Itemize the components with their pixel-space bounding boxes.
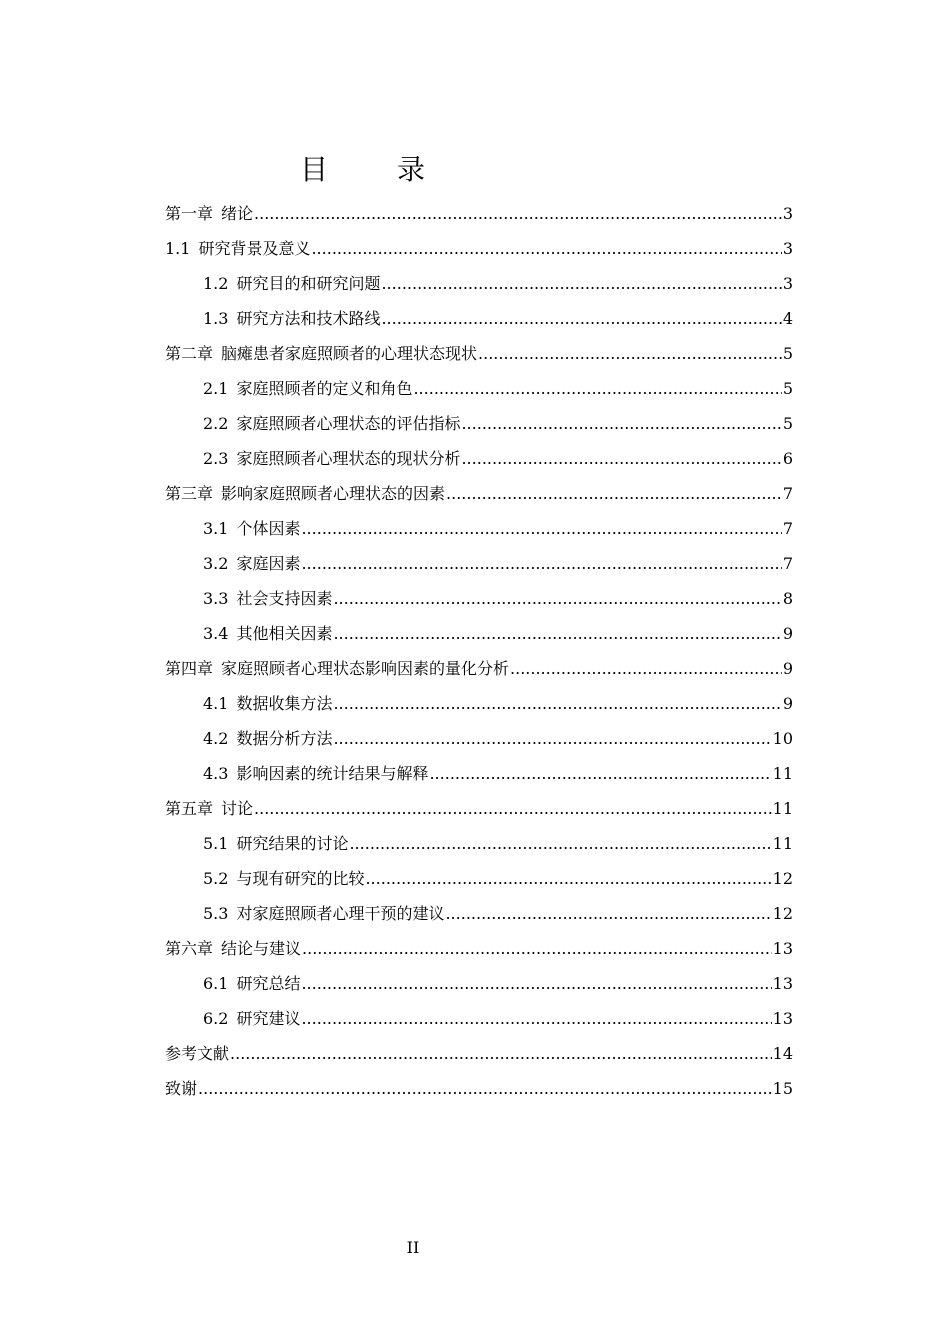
toc-dot-leader bbox=[198, 1071, 772, 1106]
toc-entry[interactable] bbox=[165, 651, 793, 686]
toc-entry-number: 3.3 bbox=[203, 589, 229, 608]
toc-entry[interactable] bbox=[165, 826, 793, 861]
toc-entry[interactable] bbox=[165, 896, 793, 931]
toc-entry[interactable] bbox=[165, 966, 793, 1001]
toc-dot-leader bbox=[333, 581, 781, 616]
toc-entry-label: 其他相关因素 bbox=[236, 624, 333, 643]
toc-entry-page: 9 bbox=[782, 694, 793, 713]
toc-entry[interactable] bbox=[165, 1001, 793, 1036]
toc-entry-number: 4.3 bbox=[203, 764, 229, 783]
toc-entry-page: 8 bbox=[782, 589, 793, 608]
toc-entry-label: 家庭照顾者的定义和角色 bbox=[236, 379, 413, 398]
toc-entry-number: 第二章 bbox=[165, 344, 214, 363]
toc-entry-label: 结论与建议 bbox=[221, 939, 302, 958]
toc-entry-number: 1.3 bbox=[203, 309, 229, 328]
toc-entry-label: 影响因素的统计结果与解释 bbox=[236, 764, 429, 783]
toc-entry-number: 2.2 bbox=[203, 414, 229, 433]
toc-entry-label: 影响家庭照顾者心理状态的因素 bbox=[221, 484, 446, 503]
toc-entry-label: 绪论 bbox=[221, 204, 254, 223]
toc-entry-label: 个体因素 bbox=[236, 519, 301, 538]
toc-entry-label: 研究目的和研究问题 bbox=[236, 274, 381, 293]
toc-entry-page: 5 bbox=[782, 379, 793, 398]
toc-entry[interactable] bbox=[165, 231, 793, 266]
toc-entry-number: 3.4 bbox=[203, 624, 229, 643]
toc-entry-page: 11 bbox=[772, 799, 793, 818]
toc-entry[interactable] bbox=[165, 861, 793, 896]
toc-list bbox=[165, 196, 793, 1106]
toc-entry-label: 脑瘫患者家庭照顾者的心理状态现状 bbox=[221, 344, 478, 363]
toc-entry[interactable] bbox=[165, 686, 793, 721]
toc-entry[interactable] bbox=[165, 1071, 793, 1106]
toc-entry-number: 5.3 bbox=[203, 904, 229, 923]
toc-dot-leader bbox=[333, 721, 771, 756]
toc-entry[interactable] bbox=[165, 616, 793, 651]
toc-dot-leader bbox=[301, 966, 771, 1001]
toc-entry[interactable] bbox=[165, 1036, 793, 1071]
toc-entry[interactable] bbox=[165, 266, 793, 301]
toc-entry-page: 13 bbox=[772, 974, 793, 993]
toc-entry-page: 6 bbox=[782, 449, 793, 468]
toc-dot-leader bbox=[445, 896, 771, 931]
toc-entry[interactable] bbox=[165, 336, 793, 371]
toc-entry-label: 数据分析方法 bbox=[236, 729, 333, 748]
toc-entry-number: 第三章 bbox=[165, 484, 214, 503]
toc-entry-page: 5 bbox=[782, 344, 793, 363]
toc-entry-label: 社会支持因素 bbox=[236, 589, 333, 608]
toc-dot-leader bbox=[301, 546, 781, 581]
toc-entry-label: 致谢 bbox=[165, 1079, 198, 1098]
toc-entry-page: 9 bbox=[782, 624, 793, 643]
toc-entry-number: 5.2 bbox=[203, 869, 229, 888]
toc-dot-leader bbox=[413, 371, 781, 406]
toc-title-char: 录 bbox=[396, 153, 425, 186]
toc-entry-label: 家庭照顾者心理状态的现状分析 bbox=[236, 449, 461, 468]
toc-title bbox=[300, 150, 425, 190]
toc-entry-label: 家庭照顾者心理状态的评估指标 bbox=[236, 414, 461, 433]
toc-entry-number: 第一章 bbox=[165, 204, 214, 223]
toc-entry-page: 7 bbox=[782, 519, 793, 538]
toc-entry[interactable] bbox=[165, 476, 793, 511]
page-number: II bbox=[406, 1238, 420, 1257]
toc-entry-page: 15 bbox=[772, 1079, 793, 1098]
toc-entry-label: 家庭因素 bbox=[236, 554, 301, 573]
toc-entry-page: 5 bbox=[782, 414, 793, 433]
toc-dot-leader bbox=[510, 651, 782, 686]
toc-dot-leader bbox=[254, 196, 782, 231]
toc-entry-number: 4.2 bbox=[203, 729, 229, 748]
toc-entry-label: 数据收集方法 bbox=[236, 694, 333, 713]
toc-entry-number: 6.1 bbox=[203, 974, 229, 993]
toc-entry-page: 13 bbox=[772, 939, 793, 958]
toc-entry-page: 3 bbox=[782, 239, 793, 258]
toc-entry-label: 研究背景及意义 bbox=[198, 239, 311, 258]
toc-entry-page: 7 bbox=[782, 554, 793, 573]
toc-dot-leader bbox=[254, 791, 772, 826]
toc-dot-leader bbox=[461, 406, 781, 441]
toc-dot-leader bbox=[311, 231, 781, 266]
toc-dot-leader bbox=[365, 861, 771, 896]
toc-entry-label: 参考文献 bbox=[165, 1044, 230, 1063]
toc-dot-leader bbox=[230, 1036, 772, 1071]
toc-entry-page: 3 bbox=[782, 204, 793, 223]
toc-entry-number: 2.3 bbox=[203, 449, 229, 468]
toc-entry[interactable] bbox=[165, 441, 793, 476]
toc-dot-leader bbox=[461, 441, 781, 476]
toc-entry-page: 12 bbox=[772, 904, 793, 923]
toc-entry-label: 对家庭照顾者心理干预的建议 bbox=[236, 904, 445, 923]
toc-entry-page: 9 bbox=[782, 659, 793, 678]
toc-entry-number: 1.2 bbox=[203, 274, 229, 293]
toc-entry-page: 11 bbox=[772, 834, 793, 853]
toc-entry-number: 第五章 bbox=[165, 799, 214, 818]
toc-entry-label: 与现有研究的比较 bbox=[236, 869, 365, 888]
toc-entry[interactable] bbox=[165, 371, 793, 406]
toc-dot-leader bbox=[301, 511, 781, 546]
toc-entry[interactable] bbox=[165, 756, 793, 791]
toc-entry-page: 7 bbox=[782, 484, 793, 503]
toc-entry-label: 讨论 bbox=[221, 799, 254, 818]
toc-entry-label: 家庭照顾者心理状态影响因素的量化分析 bbox=[221, 659, 510, 678]
toc-dot-leader bbox=[333, 616, 781, 651]
toc-entry-page: 4 bbox=[782, 309, 793, 328]
toc-title-char: 目 bbox=[300, 153, 329, 186]
toc-entry-number: 第六章 bbox=[165, 939, 214, 958]
toc-entry-page: 11 bbox=[772, 764, 793, 783]
toc-entry[interactable] bbox=[165, 406, 793, 441]
toc-entry-number: 4.1 bbox=[203, 694, 229, 713]
toc-dot-leader bbox=[381, 266, 781, 301]
toc-entry-page: 13 bbox=[772, 1009, 793, 1028]
toc-entry-page: 3 bbox=[782, 274, 793, 293]
toc-entry-number: 6.2 bbox=[203, 1009, 229, 1028]
toc-entry[interactable] bbox=[165, 581, 793, 616]
toc-entry[interactable] bbox=[165, 791, 793, 826]
toc-entry-number: 3.2 bbox=[203, 554, 229, 573]
toc-dot-leader bbox=[333, 686, 781, 721]
toc-entry-page: 14 bbox=[772, 1044, 793, 1063]
toc-dot-leader bbox=[301, 1001, 771, 1036]
toc-entry-label: 研究总结 bbox=[236, 974, 301, 993]
toc-dot-leader bbox=[429, 756, 771, 791]
toc-entry[interactable] bbox=[165, 511, 793, 546]
toc-entry-number: 3.1 bbox=[203, 519, 229, 538]
toc-entry[interactable] bbox=[165, 546, 793, 581]
toc-entry-label: 研究方法和技术路线 bbox=[236, 309, 381, 328]
toc-dot-leader bbox=[446, 476, 782, 511]
toc-entry-label: 研究建议 bbox=[236, 1009, 301, 1028]
toc-entry-number: 5.1 bbox=[203, 834, 229, 853]
toc-dot-leader bbox=[349, 826, 771, 861]
toc-entry-label: 研究结果的讨论 bbox=[236, 834, 349, 853]
toc-entry-number: 2.1 bbox=[203, 379, 229, 398]
toc-entry[interactable] bbox=[165, 931, 793, 966]
toc-entry[interactable] bbox=[165, 301, 793, 336]
toc-entry-number: 1.1 bbox=[165, 239, 191, 258]
toc-dot-leader bbox=[381, 301, 781, 336]
toc-dot-leader bbox=[478, 336, 782, 371]
toc-entry[interactable] bbox=[165, 721, 793, 756]
toc-entry[interactable] bbox=[165, 196, 793, 231]
toc-entry-page: 12 bbox=[772, 869, 793, 888]
toc-dot-leader bbox=[302, 931, 772, 966]
toc-entry-page: 10 bbox=[772, 729, 793, 748]
toc-entry-number: 第四章 bbox=[165, 659, 214, 678]
